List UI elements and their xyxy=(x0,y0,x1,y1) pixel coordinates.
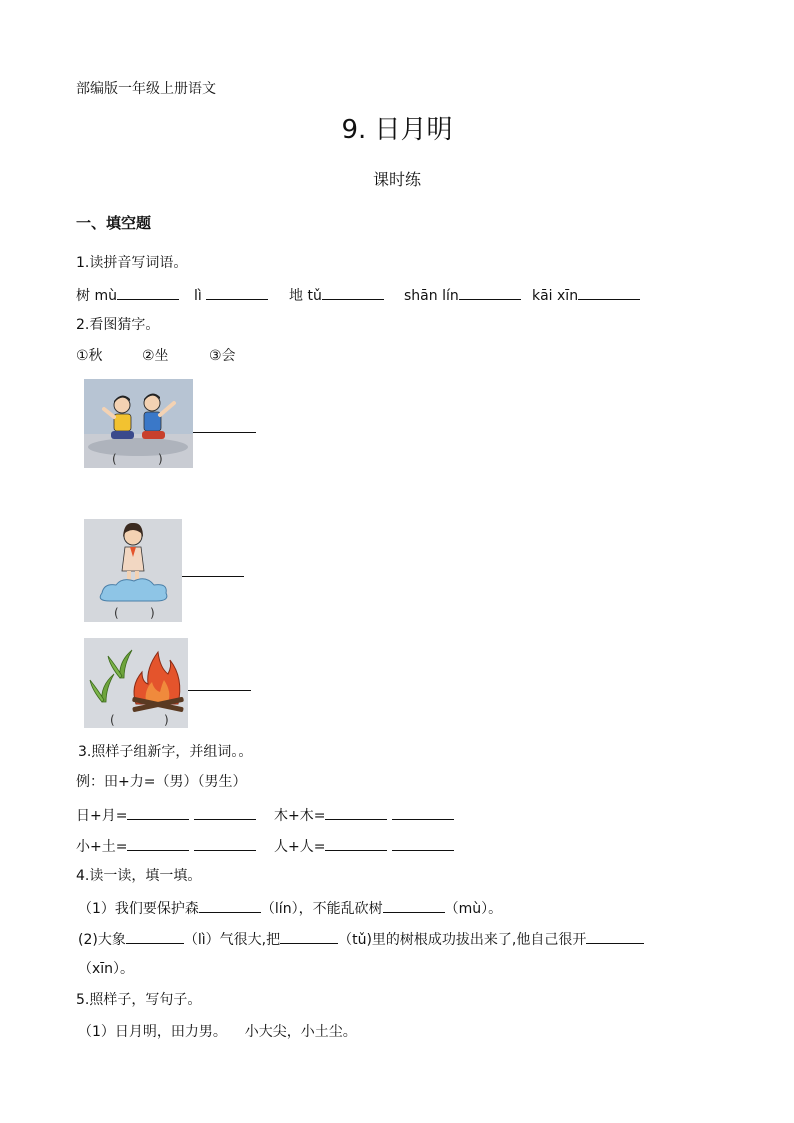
answer-blank[interactable] xyxy=(194,805,256,820)
text: （mù）。 xyxy=(444,901,503,917)
answer-blank[interactable] xyxy=(392,836,454,851)
answer-blank[interactable] xyxy=(199,898,261,913)
q4-sentence-2 xyxy=(78,929,644,949)
q1-item-4-label: shān lín xyxy=(404,288,459,304)
svg-text:(: ( xyxy=(112,452,117,466)
answer-blank[interactable] xyxy=(127,836,189,851)
answer-blank[interactable] xyxy=(383,898,445,913)
q1-item-4 xyxy=(404,285,521,305)
q3-row-2-left xyxy=(76,836,256,856)
text: （lín），不能乱砍树 xyxy=(260,901,383,917)
picture-grain-and-fire xyxy=(84,638,188,728)
q3-formula: 木+木= xyxy=(274,808,326,824)
svg-text:): ) xyxy=(164,713,169,727)
q2-prompt: 2.看图猜字。 xyxy=(76,317,160,333)
q3-example: 例：田+力=（男）（男生） xyxy=(76,774,247,790)
picture-2-answer-line[interactable] xyxy=(182,576,244,577)
q4-sentence-1 xyxy=(78,898,502,918)
picture-1-answer-line[interactable] xyxy=(193,432,256,433)
picture-person-on-cloud xyxy=(84,519,182,622)
edition-label: 部编版一年级上册语文 xyxy=(76,81,216,97)
page-title: 9. 日月明 xyxy=(341,115,453,145)
q1-item-1-label: 树 mù xyxy=(76,288,117,304)
answer-blank[interactable] xyxy=(578,285,640,300)
text: （tǔ)里的树根成功拔出来了,他自己很开 xyxy=(338,932,587,948)
answer-blank[interactable] xyxy=(322,285,384,300)
svg-text:(: ( xyxy=(110,713,115,727)
text: (2)大象 xyxy=(78,932,126,948)
q1-item-2-label: lì xyxy=(194,288,202,304)
q3-row-1-left xyxy=(76,805,256,825)
q5-example: （1）日月明，田力男。 小大尖，小土尘。 xyxy=(78,1024,357,1040)
answer-blank[interactable] xyxy=(280,929,338,944)
text: （lì）气很大,把 xyxy=(183,932,281,948)
q3-row-1-right xyxy=(274,805,454,825)
q1-item-5-label: kāi xīn xyxy=(532,288,579,304)
q1-prompt: 1.读拼音写词语。 xyxy=(76,255,188,271)
svg-text:): ) xyxy=(158,452,163,466)
answer-blank[interactable] xyxy=(127,805,189,820)
picture-two-kids-sitting xyxy=(84,379,193,468)
answer-blank[interactable] xyxy=(586,929,644,944)
q2-option-3: ③会 xyxy=(209,348,236,364)
q2-option-1: ①秋 xyxy=(76,348,103,364)
answer-blank[interactable] xyxy=(459,285,521,300)
q3-formula: 小+土= xyxy=(76,839,128,855)
q1-item-3 xyxy=(289,285,384,305)
svg-text:): ) xyxy=(150,606,155,620)
answer-blank[interactable] xyxy=(392,805,454,820)
q5-prompt: 5.照样子，写句子。 xyxy=(76,992,202,1008)
q4-sentence-2-end: （xīn）。 xyxy=(78,961,135,977)
q1-item-1 xyxy=(76,285,179,305)
text: （1）我们要保护森 xyxy=(78,901,199,917)
section-heading: 一、填空题 xyxy=(76,214,152,232)
answer-blank[interactable] xyxy=(325,805,387,820)
answer-blank[interactable] xyxy=(117,285,179,300)
q4-prompt: 4.读一读，填一填。 xyxy=(76,868,202,884)
q2-option-2: ②坐 xyxy=(142,348,169,364)
answer-blank[interactable] xyxy=(194,836,256,851)
q1-item-3-label: 地 tǔ xyxy=(289,288,322,304)
q3-formula: 日+月= xyxy=(76,808,128,824)
q3-row-2-right xyxy=(274,836,454,856)
answer-blank[interactable] xyxy=(325,836,387,851)
svg-text:(: ( xyxy=(114,606,119,620)
page-subtitle: 课时练 xyxy=(372,170,421,189)
q3-prompt: 3.照样子组新字，并组词。。 xyxy=(78,744,253,760)
q1-item-5 xyxy=(532,285,640,305)
answer-blank[interactable] xyxy=(126,929,184,944)
q1-item-2 xyxy=(194,285,268,305)
picture-3-answer-line[interactable] xyxy=(188,690,251,691)
q3-formula: 人+人= xyxy=(274,839,326,855)
answer-blank[interactable] xyxy=(206,285,268,300)
